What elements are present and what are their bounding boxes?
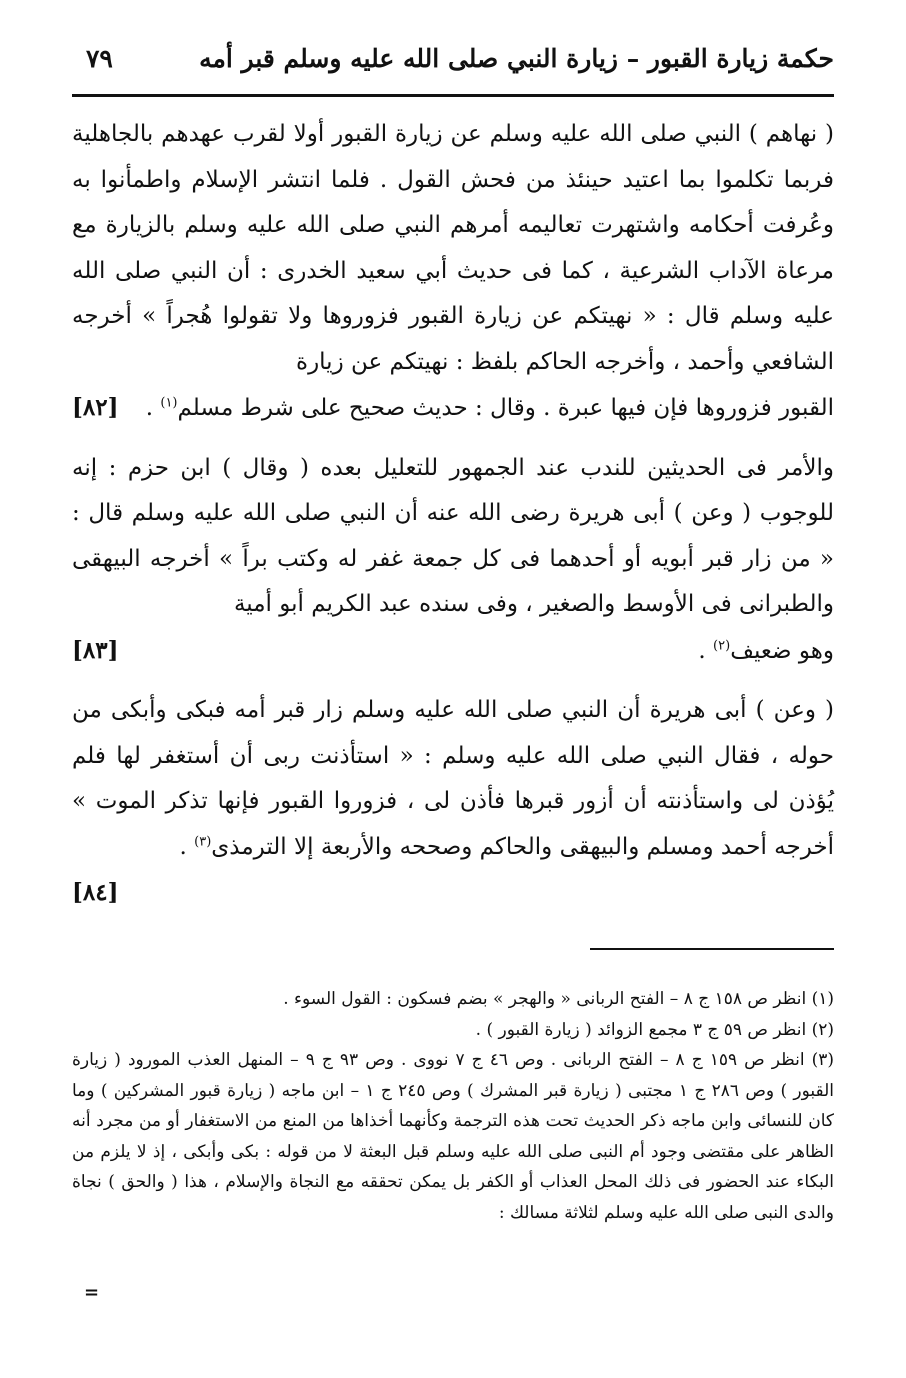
paragraph-text: القبور فزوروها فإن فيها عبرة . وقال : حديث صحيح على شرط مسلم [177,395,834,421]
footnote-mark[interactable]: (١) [160,395,178,411]
footnote-mark[interactable]: (٣) [194,833,212,849]
paragraph-text: وهو ضعيف [730,637,834,664]
paragraph-text: ( نهاهم ) النبي صلى الله عليه وسلم عن زيارة القبور أولا لقرب عهدهم بالجاهلية فربما تكلموا بما اعتيد حينئذ من فحش القول . فلما انتشر الإسلام واطمأنوا به وعُرفت أحكامه واشتهرت تعاليمه أمرهم النبي صلى الله عليه وسلم بالزيارة مع مرعاة الآداب الشرعية ، كما فى حديث أبي سعيد الخدرى : أن النبي صلى الله عليه وسلم قال : « نهيتكم عن زيارة القبور فزوروها ولا تقولوا هُجراً » أخرجه الشافعي وأحمد ، وأخرجه الحاكم بلفظ : نهيتكم عن زيارة [72,121,834,375]
paragraph-2 [72,446,834,675]
footnote-1: (١) انظر ص ١٥٨ ج ٨ – الفتح الربانى « والهجر » بضم فسكون : القول السوء . [283,989,834,1009]
paragraph-3 [72,688,834,916]
paragraph-last-line [72,628,834,675]
footnotes [72,984,834,1228]
paragraph-text: ( وعن ) أبى هريرة أن النبي صلى الله عليه وسلم زار قبر أمه فبكى وأبكى من حوله ، فقال النبي صلى الله عليه وسلم : « استأذنت ربى أن أستغفر لها فلم يُؤذن لى واستأذنته أن أزور قبرها فأذن لى ، فزوروا القبور فإنها تذكر الموت » أخرجه أحمد ومسلم والبيهقى والحاكم وصححه والأربعة إلا الترمذى [72,697,834,860]
footnote-rule [590,948,834,950]
hadith-number: [٨٣] [72,636,119,664]
header-rule [72,94,834,97]
footnote-3: (٣) انظر ص ١٥٩ ج ٨ – الفتح الربانى . وص ٤٦ ج ٧ نووى . وص ٩٣ ج ٩ – المنهل العذب المورود ( زيارة القبور ) وص ٢٨٦ ج ١ مجتبى ( زيارة قبر المشرك ) وص ٢٤٥ ج ١ – ابن ماجه ( زيارة قبور المشركين ) وما كان للنسائى وابن ماجه ذكر الحديث تحت هذه الترجمة وكأنهما أخذاها من المنع من الاستغفار أو من مجرد أنه الظاهر على مقتضى وجود أم النبى صلى الله عليه وسلم قبل البعثة لا من قوله : بكى وأبكى ، إذ لا يلزم من البكاء عند الحضور فى ذلك المحل العذاب أو الكفر بل يمكن تحققه مع النجاة والإسلام ، هذا ( والحق ) نجاة والدى النبى صلى الله عليه وسلم لثلاثة مسالك : [72,1050,835,1223]
page-number: ٧٩ [86,44,113,73]
paragraph-tail: . [145,395,154,421]
hadith-number: [٨٤] [72,879,119,906]
paragraph-last-line [72,385,834,432]
paragraph-tail: . [698,637,706,664]
header-title: حكمة زيارة القبور – زيارة النبي صلى الله عليه وسلم قبر أمه [199,44,834,73]
footnote-mark[interactable]: (٢) [713,637,731,653]
paragraph-1 [72,112,834,432]
running-header [72,38,834,86]
hadith-number: [٨٢] [72,394,119,421]
paragraph-text: والأمر فى الحديثين للندب عند الجمهور للتعليل بعده ( وقال ) ابن حزم : إنه للوجوب ( وعن ) أبى هريرة رضى الله عنه أن النبي صلى الله عليه وسلم قال : « من زار قبر أبويه أو أحدهما فى كل جمعة غفر له وكتب براً » أخرجه البيهقى والطبرانى فى الأوسط والصغير ، وفى سنده عبد الكريم أبو أمية [72,454,834,617]
continuation-mark: = [84,1282,100,1303]
paragraph-tail: . [179,833,187,860]
main-text [72,112,834,916]
footnote-2: (٢) انظر ص ٥٩ ج ٣ مجمع الزوائد ( زيارة القبور ) . [475,1019,834,1040]
